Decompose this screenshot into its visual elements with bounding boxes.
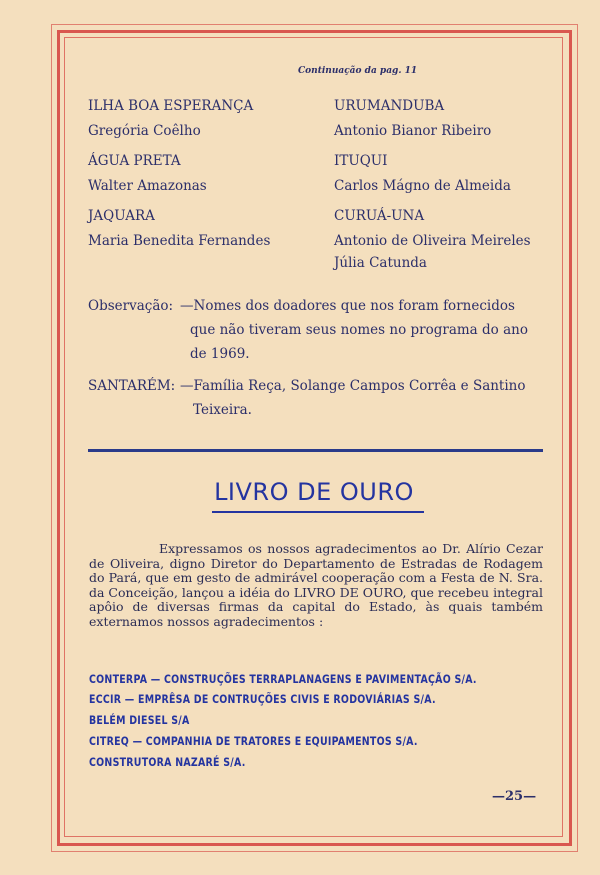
donor-name: Júlia Catunda [334, 255, 427, 271]
title-underline [212, 511, 424, 513]
observacao-text: que não tiveram seus nomes no programa do ano [190, 322, 528, 338]
section-title: LIVRO DE OURO [214, 478, 414, 506]
donor-name: Walter Amazonas [88, 178, 207, 194]
observacao-label: Observação: [88, 298, 174, 314]
donor-name: Gregória Coêlho [88, 123, 201, 139]
place-heading: ÁGUA PRETA [88, 153, 181, 169]
donor-name: Antonio Bianor Ribeiro [334, 123, 492, 139]
page-number: —25— [492, 789, 537, 804]
santarem-text: —Família Reça, Solange Campos Corrêa e Santino [180, 378, 526, 394]
continuation-note: Continuação da pag. 11 [298, 66, 418, 76]
place-heading: URUMANDUBA [334, 98, 445, 114]
company-item: CONTERPA — CONSTRUÇÕES TERRAPLANAGENS E PAVIMENTAÇÃO S/A. [89, 672, 477, 686]
place-heading: JAQUARA [88, 208, 155, 224]
observacao-text: —Nomes dos doadores que nos foram fornecidos [180, 298, 515, 314]
santarem-text: Teixeira. [193, 402, 252, 418]
observacao-text: de 1969. [190, 346, 250, 362]
place-heading: ILHA BOA ESPERANÇA [88, 98, 254, 114]
company-item: CITREQ — COMPANHIA DE TRATORES E EQUIPAMENTOS S/A. [89, 734, 418, 748]
place-heading: ITUQUI [334, 153, 388, 169]
company-item: ECCIR — EMPRÊSA DE CONTRUÇÕES CIVIS E RODOVIÁRIAS S/A. [89, 692, 436, 706]
company-item: BELÉM DIESEL S/A [89, 713, 190, 727]
place-heading: CURUÁ-UNA [334, 208, 425, 224]
donor-name: Carlos Mágno de Almeida [334, 178, 511, 194]
donor-name: Antonio de Oliveira Meireles [334, 233, 531, 249]
company-item: CONSTRUTORA NAZARÉ S/A. [89, 755, 246, 769]
section-divider [88, 449, 543, 452]
santarem-label: SANTARÉM: [88, 378, 176, 394]
donor-name: Maria Benedita Fernandes [88, 233, 271, 249]
acknowledgement-paragraph: Expressamos os nossos agradecimentos ao Dr. Alírio Cezar de Oliveira, digno Diretor do Departamento de Estradas de Rodagem do Pará, que em gesto de admirável cooperação com a Festa de N. Sra. da Conceição, lançou a idéia do LIVRO DE OURO, que recebeu integral apôio de diversas firmas da capital do Estado, às quais também externamos nossos agradecimentos : [89, 541, 543, 629]
